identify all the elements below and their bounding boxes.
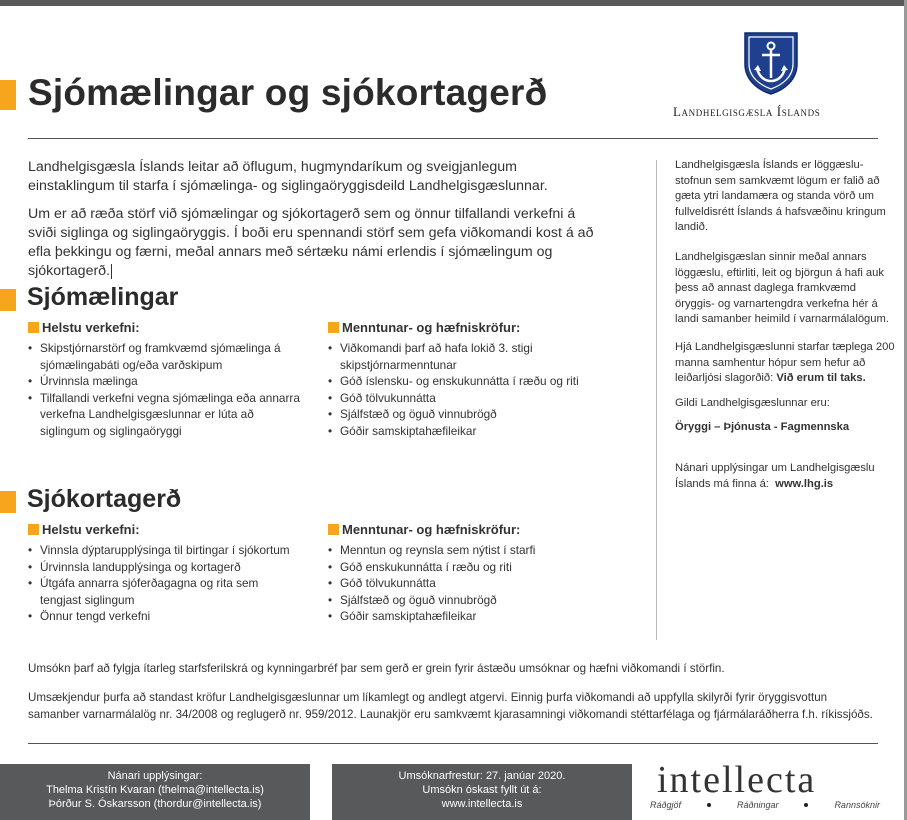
bullet-square-icon bbox=[28, 322, 39, 333]
footer-contact-title: Nánari upplýsingar: bbox=[107, 770, 203, 782]
bullet-square-icon bbox=[28, 524, 39, 535]
list-item: • Góð tölvukunnátta bbox=[328, 390, 583, 407]
top-bar bbox=[0, 0, 907, 6]
footer-apply-text: Umsókn óskast fyllt út á: bbox=[422, 784, 542, 796]
footer-contact-1[interactable]: Thelma Kristín Kvaran (thelma@intellecta.is) bbox=[46, 784, 264, 796]
list-item: • Viðkomandi þarf að hafa lokið 3. stigi skipstjórnarmenntunar bbox=[328, 340, 583, 373]
task-list-sjomaelingar bbox=[28, 340, 300, 439]
list-item: • Góð tölvukunnátta bbox=[328, 575, 583, 592]
intro-paragraph-2-text: Um er að ræða störf við sjómælingar og sjókortagerð sem og önnur tilfallandi verkefni á sviði siglinga og siglingaöryggis. Í boði eru spennandi störf sem gefa viðkomandi kost á að efla þekkingu og færni, meðal annars með sértæku námi erlendis í sjómælingum og sjókortagerð. bbox=[28, 206, 594, 279]
coast-guard-shield-icon bbox=[742, 30, 800, 96]
bottom-paragraph-2: Umsækjendur þurfa að standast kröfur Landhelgisgæslunnar um líkamlegt og andlegt atgervi. Einnig þurfa viðkomandi að uppfylla skilyrði fyrir öryggisvottun samanber varnarmálalög nr. 34/2008 og reglugerð nr. 959/2012. Launakjör eru samkvæmt kjarasamningi viðkomandi stéttarfélaga og fjármálaráðherra f.h. ríkissjóðs. bbox=[28, 691, 873, 721]
page-title: Sjómælingar og sjókortagerð bbox=[28, 72, 548, 113]
list-item: • Góð enskukunnátta í ræðu og riti bbox=[328, 559, 583, 576]
sidebar-slogan: Við erum til taks. bbox=[776, 372, 866, 384]
sidebar-paragraph-1: Landhelgisgæsla Íslands er löggæslu-stofnun sem samkvæmt lögum er falið að gæta ytri landamæra og standa vörð um fullveldisrétt Íslands á hafsvæðinu kringum landið. bbox=[675, 159, 886, 233]
list-item: • Útgáfa annarra sjóferðagagna og rita sem tengjast siglingum bbox=[28, 575, 300, 608]
list-item: • Menntun og reynsla sem nýtist í starfi bbox=[328, 542, 583, 559]
sidebar-paragraph-5 bbox=[675, 461, 895, 492]
sidebar-paragraph-2: Landhelgisgæslan sinnir meðal annars löggæslu, eftirliti, leit og björgun á hafi auk þess að annast daglega framkvæmd öryggis- og varnartengdra verkefna hér á landi samanber heimild í varnarmálalögum. bbox=[675, 251, 889, 325]
sidebar-paragraph-3-text: Hjá Landhelgisgæslunni starfar tæplega 200 manna samhentur hópur sem hefur að leiðarljósi slagorðið: bbox=[675, 341, 895, 384]
subheading-requirements-label: Menntunar- og hæfniskröfur: bbox=[342, 522, 521, 537]
subheading-tasks-label: Helstu verkefni: bbox=[42, 320, 140, 335]
sidebar-divider bbox=[656, 160, 657, 640]
top-divider bbox=[28, 138, 878, 139]
sidebar-paragraph-4: Gildi Landhelgisgæslunnar eru: bbox=[675, 397, 830, 409]
subheading-requirements-label: Menntunar- og hæfniskröfur: bbox=[342, 320, 521, 335]
requirement-list-sjokortagerd bbox=[328, 542, 583, 625]
tagline-item: Ráðgjöf bbox=[650, 800, 682, 810]
list-item: • Góð íslensku- og enskukunnátta í ræðu og riti bbox=[328, 373, 583, 390]
footer-contact-2[interactable]: Þórður S. Óskarsson (thordur@intellecta.is) bbox=[48, 798, 262, 810]
sidebar-paragraph-3 bbox=[675, 340, 895, 387]
list-item: • Góðir samskiptahæfileikar bbox=[328, 423, 583, 440]
section-title-sjokortagerd: Sjókortagerð bbox=[27, 485, 182, 513]
list-item: • Úrvinnsla landupplýsinga og kortagerð bbox=[28, 559, 300, 576]
tagline-item: Ráðningar bbox=[736, 800, 779, 810]
subheading-requirements bbox=[328, 522, 520, 537]
title-accent-mark bbox=[0, 80, 16, 110]
text-cursor bbox=[111, 264, 112, 279]
footer-apply-url[interactable]: www.intellecta.is bbox=[441, 798, 523, 810]
subheading-tasks bbox=[28, 522, 140, 537]
list-item: • Vinnsla dýptarupplýsinga til birtingar í sjókortum bbox=[28, 542, 300, 559]
list-item: • Úrvinnsla mælinga bbox=[28, 373, 300, 390]
section-title-sjomaelingar: Sjómælingar bbox=[27, 283, 179, 311]
sidebar-values: Öryggi – Þjónusta - Fagmennska bbox=[675, 421, 850, 433]
intro-paragraph-2 bbox=[28, 205, 598, 281]
section-accent-mark bbox=[0, 491, 16, 513]
task-list-sjokortagerd bbox=[28, 542, 300, 625]
list-item: • Góðir samskiptahæfileikar bbox=[328, 608, 583, 625]
bottom-paragraph-1: Umsókn þarf að fylgja ítarleg starfsferilskrá og kynningarbréf þar sem gerð er grein fyrir ástæðu umsóknar og hæfni viðkomandi í störfin. bbox=[28, 662, 725, 675]
subheading-tasks-label: Helstu verkefni: bbox=[42, 522, 140, 537]
footer-deadline: Umsóknarfrestur: 27. janúar 2020. bbox=[398, 770, 566, 782]
bullet-square-icon bbox=[328, 524, 339, 535]
dot-icon bbox=[804, 803, 808, 807]
footer-deadline-box bbox=[332, 764, 632, 820]
sidebar-paragraph-5-text: Nánari upplýsingar um Landhelgisgæslu Íslands má finna á: bbox=[675, 462, 875, 490]
list-item: • Tilfallandi verkefni vegna sjómælinga eða annarra verkefna Landhelgisgæslunnar er lúta að siglingum og siglingaöryggi bbox=[28, 390, 300, 440]
dot-icon bbox=[707, 803, 711, 807]
bullet-square-icon bbox=[328, 322, 339, 333]
intro-paragraph-1: Landhelgisgæsla Íslands leitar að öflugum, hugmyndaríkum og sveigjanlegum einstaklingum til starfa í sjómælinga- og siglingaöryggisdeild Landhelgisgæslunnar. bbox=[28, 159, 548, 194]
sidebar-url-link[interactable]: www.lhg.is bbox=[775, 477, 834, 490]
subheading-requirements bbox=[328, 320, 520, 335]
subheading-tasks bbox=[28, 320, 140, 335]
bottom-divider bbox=[28, 743, 878, 744]
tagline-item: Rannsóknir bbox=[834, 800, 880, 810]
intellecta-tagline bbox=[650, 800, 880, 810]
list-item: • Sjálfstæð og öguð vinnubrögð bbox=[328, 406, 583, 423]
requirement-list-sjomaelingar bbox=[328, 340, 583, 439]
logo-text: Landhelgisgæsla Íslands bbox=[673, 104, 821, 119]
section-accent-mark bbox=[0, 289, 16, 311]
list-item: • Skipstjórnarstörf og framkvæmd sjómælinga á sjómælingabáti og/eða varðskipum bbox=[28, 340, 300, 373]
intellecta-logo: intellecta bbox=[657, 759, 817, 801]
list-item: • Sjálfstæð og öguð vinnubrögð bbox=[328, 592, 583, 609]
list-item: • Önnur tengd verkefni bbox=[28, 608, 300, 625]
footer-contact-box bbox=[0, 764, 310, 820]
